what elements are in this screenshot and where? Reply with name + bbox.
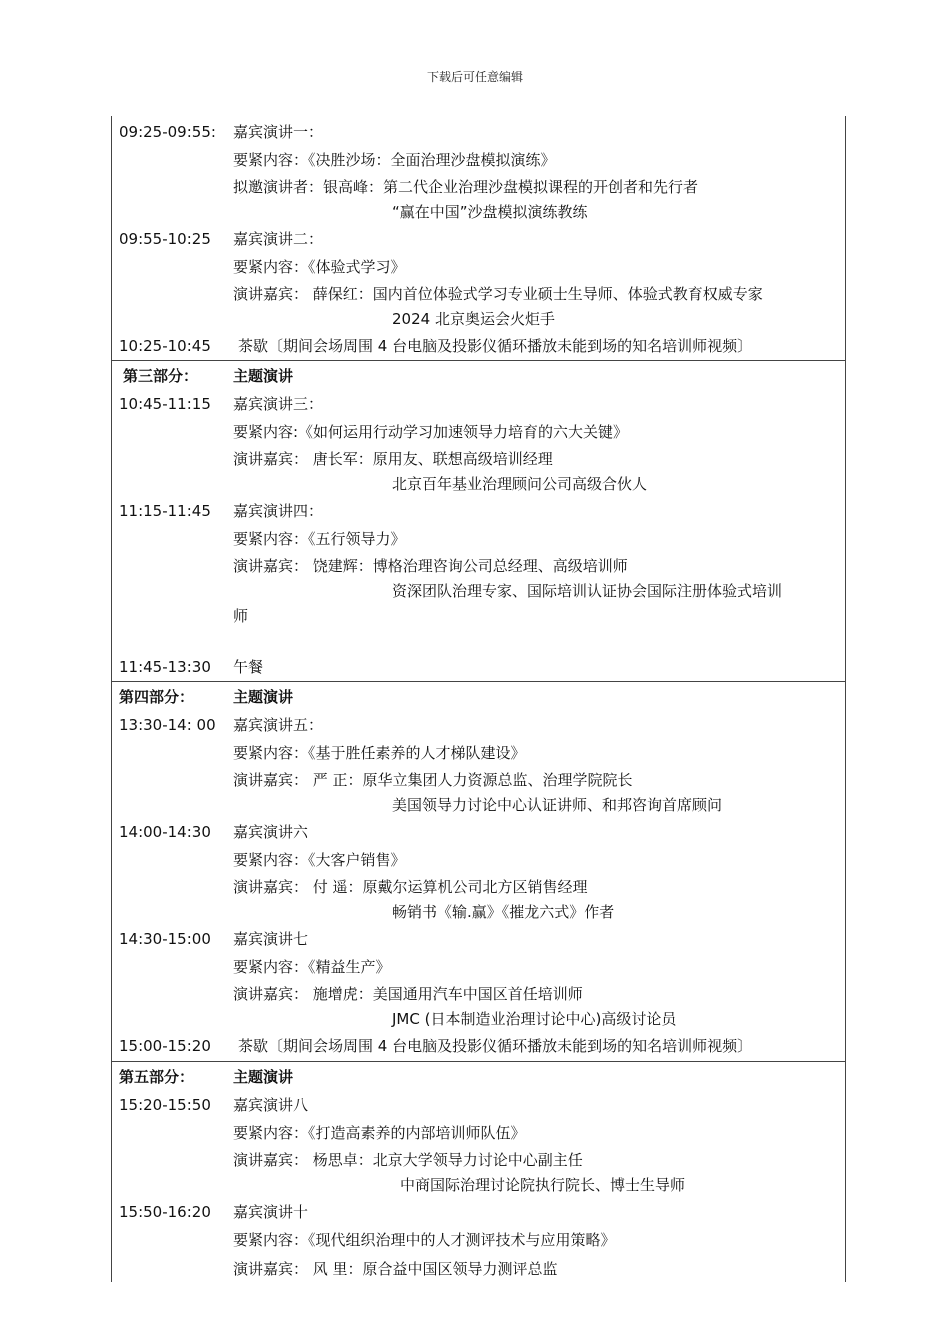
section-divider <box>111 1061 846 1062</box>
session-title: 嘉宾演讲五： <box>233 716 324 734</box>
session-content: 要紧内容：《大客户销售》 <box>233 851 406 869</box>
page-header: 下载后可任意编辑 <box>426 70 523 84</box>
session-speaker: 演讲嘉宾： 饶建辉：博格治理咨询公司总经理、高级培训师 <box>233 557 628 575</box>
part-theme: 主题演讲 <box>233 688 294 706</box>
session-content: 要紧内容：《基于胜任素养的人才梯队建设》 <box>233 744 526 762</box>
session-title: 嘉宾演讲七 <box>233 930 309 948</box>
speaker-detail: 畅销书《输.赢》《摧龙六式》作者 <box>392 903 615 921</box>
session-time: 10:25-10:45 <box>119 337 211 355</box>
session-speaker: 演讲嘉宾： 付 遥：原戴尔运算机公司北方区销售经理 <box>233 878 588 896</box>
session-content: 要紧内容：《五行领导力》 <box>233 530 406 548</box>
session-speaker: 演讲嘉宾： 薛保红：国内首位体验式学习专业硕士生导师、体验式教育权威专家 <box>233 285 763 303</box>
session-time: 14:00-14:30 <box>119 823 211 841</box>
session-time: 11:45-13:30 <box>119 658 211 676</box>
speaker-detail-wrap: 师 <box>233 607 249 625</box>
speaker-detail: “赢在中国”沙盘模拟演练教练 <box>392 203 588 221</box>
lunch-label: 午餐 <box>233 658 264 676</box>
tea-break: 茶歇〔期间会场周围 4 台电脑及投影仪循环播放未能到场的知名培训师视频〕 <box>238 337 753 355</box>
session-title: 嘉宾演讲八 <box>233 1096 309 1114</box>
session-time: 09:25-09:55: <box>119 123 216 141</box>
session-content: 要紧内容：《决胜沙场：全面治理沙盘模拟演练》 <box>233 151 556 169</box>
session-speaker: 演讲嘉宾： 杨思卓：北京大学领导力讨论中心副主任 <box>233 1151 583 1169</box>
session-time: 11:15-11:45 <box>119 502 211 520</box>
table-left-border <box>111 116 112 1282</box>
session-speaker: 演讲嘉宾： 风 里：原合益中国区领导力测评总监 <box>233 1260 558 1278</box>
part-theme: 主题演讲 <box>233 1068 294 1086</box>
session-title: 嘉宾演讲四： <box>233 502 324 520</box>
part-heading: 第四部分： <box>119 688 195 706</box>
session-time: 15:00-15:20 <box>119 1037 211 1055</box>
section-divider <box>111 360 846 361</box>
session-title: 嘉宾演讲六 <box>233 823 309 841</box>
session-time: 15:50-16:20 <box>119 1203 211 1221</box>
session-time: 14:30-15:00 <box>119 930 211 948</box>
session-speaker: 演讲嘉宾： 严 正：原华立集团人力资源总监、治理学院院长 <box>233 771 633 789</box>
speaker-detail: 2024 北京奥运会火炬手 <box>392 310 555 328</box>
speaker-detail: 北京百年基业治理顾问公司高级合伙人 <box>392 475 648 493</box>
session-content: 要紧内容：《精益生产》 <box>233 958 391 976</box>
session-time: 10:45-11:15 <box>119 395 211 413</box>
session-time: 09:55-10:25 <box>119 230 211 248</box>
session-content: 要紧内容:《如何运用行动学习加速领导力培育的六大关键》 <box>233 423 629 441</box>
session-time: 13:30-14: 00 <box>119 716 216 734</box>
session-title: 嘉宾演讲二： <box>233 230 324 248</box>
session-content: 要紧内容：《现代组织治理中的人才测评技术与应用策略》 <box>233 1231 616 1249</box>
part-heading: 第三部分： <box>123 367 199 385</box>
session-speaker: 拟邀演讲者：银高峰：第二代企业治理沙盘模拟课程的开创者和先行者 <box>233 178 699 196</box>
part-heading: 第五部分： <box>119 1068 195 1086</box>
session-title: 嘉宾演讲一： <box>233 123 324 141</box>
speaker-detail: 资深团队治理专家、国际培训认证协会国际注册体验式培训 <box>392 582 783 600</box>
speaker-detail: 美国领导力讨论中心认证讲师、和邦咨询首席顾问 <box>392 796 723 814</box>
speaker-detail: 中商国际治理讨论院执行院长、博士生导师 <box>400 1176 686 1194</box>
tea-break: 茶歇〔期间会场周围 4 台电脑及投影仪循环播放未能到场的知名培训师视频〕 <box>238 1037 753 1055</box>
session-title: 嘉宾演讲三： <box>233 395 324 413</box>
session-title: 嘉宾演讲十 <box>233 1203 309 1221</box>
part-theme: 主题演讲 <box>233 367 294 385</box>
session-content: 要紧内容：《打造高素养的内部培训师队伍》 <box>233 1124 526 1142</box>
session-content: 要紧内容：《体验式学习》 <box>233 258 406 276</box>
table-right-border <box>845 116 846 1282</box>
session-speaker: 演讲嘉宾： 施增虎：美国通用汽车中国区首任培训师 <box>233 985 583 1003</box>
speaker-detail: JMC (日本制造业治理讨论中心)高级讨论员 <box>392 1010 677 1028</box>
session-speaker: 演讲嘉宾： 唐长军：原用友、联想高级培训经理 <box>233 450 553 468</box>
session-time: 15:20-15:50 <box>119 1096 211 1114</box>
section-divider <box>111 681 846 682</box>
